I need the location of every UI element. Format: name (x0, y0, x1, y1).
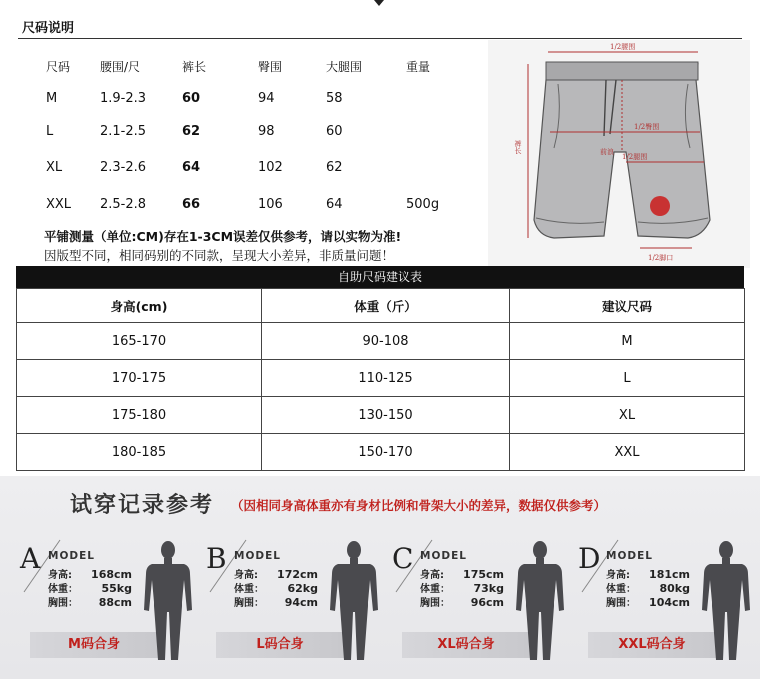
waist-label: 1/2腰围 (610, 43, 636, 51)
style-note: 因版型不同，相同码别的不同款，呈现大小差异，非质量问题！ (44, 248, 395, 263)
size-cell: 500g (406, 197, 440, 212)
table-cell: 180-185 (17, 434, 262, 471)
table-cell: 90-108 (262, 323, 510, 360)
down-arrow-icon (374, 0, 384, 6)
size-row (46, 160, 446, 176)
table-cell: 150-170 (262, 434, 510, 471)
chest-value: 94cm (284, 596, 318, 609)
size-cell: 94 (258, 91, 275, 106)
tryon-subtitle: （因相同身高体重亦有身材比例和骨架大小的差异，数据仅供参考） (231, 498, 607, 513)
model-letter: C (392, 542, 414, 575)
logo-print (650, 196, 670, 216)
chest-label: 胸围： (420, 598, 450, 609)
size-row (46, 124, 446, 140)
length-label: 裤长 (514, 140, 522, 154)
weight-stat (234, 580, 318, 595)
person-silhouette-icon (698, 540, 754, 662)
weight-value: 55kg (101, 582, 132, 595)
table-header-row (17, 289, 745, 323)
chest-label: 胸围： (606, 598, 636, 609)
chest-stat (420, 594, 504, 609)
chest-label: 胸围： (234, 598, 264, 609)
header-cell: 尺码 (46, 60, 71, 74)
height-label: 身高: (606, 570, 630, 581)
table-cell: M (510, 323, 745, 360)
height-stat (606, 566, 690, 581)
size-cell: 2.3-2.6 (100, 160, 147, 175)
hip-label: 1/2臀围 (634, 123, 660, 131)
header-cell: 体重（斤） (262, 289, 510, 323)
size-cell: 98 (258, 124, 275, 139)
size-cell: 2.5-2.8 (100, 197, 147, 212)
size-cell: 2.1-2.5 (100, 124, 147, 139)
size-cell: 1.9-2.3 (100, 91, 147, 106)
person-silhouette-icon (140, 540, 196, 662)
weight-label: 体重： (48, 584, 78, 595)
chest-value: 88cm (98, 596, 132, 609)
size-cell: 62 (326, 160, 343, 175)
chest-value: 104cm (649, 596, 690, 609)
size-cell: 66 (182, 197, 201, 212)
height-label: 身高: (234, 570, 258, 581)
model-card-c (390, 538, 578, 662)
table-cell: 130-150 (262, 397, 510, 434)
size-chart-header (46, 58, 446, 74)
model-card-d (576, 538, 760, 662)
table-row (17, 434, 745, 471)
size-cell: XXL (46, 197, 72, 212)
model-letter: D (578, 542, 601, 575)
header-cell: 腰围/尺 (100, 60, 141, 74)
weight-stat (48, 580, 132, 595)
size-cell: 60 (326, 124, 343, 139)
chest-stat (234, 594, 318, 609)
size-cell: 106 (258, 197, 283, 212)
height-value: 168cm (91, 568, 132, 581)
fit-badge: XXL码合身 (588, 632, 716, 658)
thigh-label: 1/2腿围 (622, 153, 648, 161)
header-cell: 重量 (406, 60, 431, 74)
waistband (546, 62, 698, 80)
tryon-title: 试穿记录参考 (70, 493, 215, 518)
model-word: MODEL (234, 550, 281, 562)
fit-badge: XL码合身 (402, 632, 530, 658)
table-cell: 165-170 (17, 323, 262, 360)
height-label: 身高: (48, 570, 72, 581)
table-cell: L (510, 360, 745, 397)
section-title: 尺码说明 (22, 21, 75, 36)
table-cell: 110-125 (262, 360, 510, 397)
table-cell: 170-175 (17, 360, 262, 397)
measurement-note: 平铺测量（单位:CM)存在1-3CM误差仅供参考，请以实物为准! (44, 229, 402, 244)
size-cell: M (46, 91, 58, 106)
model-word: MODEL (606, 550, 653, 562)
size-cell: 102 (258, 160, 283, 175)
weight-label: 体重： (234, 584, 264, 595)
height-value: 181cm (649, 568, 690, 581)
chest-stat (606, 594, 690, 609)
table-row (17, 323, 745, 360)
chest-value: 96cm (470, 596, 504, 609)
header-cell: 大腿围 (326, 60, 363, 74)
weight-value: 62kg (287, 582, 318, 595)
height-value: 172cm (277, 568, 318, 581)
height-value: 175cm (463, 568, 504, 581)
table-cell: 175-180 (17, 397, 262, 434)
header-cell: 臀围 (258, 60, 283, 74)
header-cell: 建议尺码 (510, 289, 745, 323)
size-cell: 62 (182, 124, 201, 139)
size-row (46, 91, 446, 107)
height-label: 身高: (420, 570, 444, 581)
fit-badge: L码合身 (216, 632, 344, 658)
height-stat (48, 566, 132, 581)
header-cell: 身高(cm) (17, 289, 262, 323)
size-cell: XL (46, 160, 63, 175)
model-card-b (204, 538, 392, 662)
model-letter: B (206, 542, 227, 575)
table-row (17, 397, 745, 434)
recommendation-grid (16, 288, 745, 471)
chest-label: 胸围： (48, 598, 78, 609)
divider (18, 38, 742, 39)
table-row (17, 360, 745, 397)
hem-label: 1/2脚口 (648, 254, 674, 262)
size-row (46, 197, 446, 213)
model-card-a (18, 538, 206, 662)
table-cell: XXL (510, 434, 745, 471)
size-cell: 60 (182, 91, 201, 106)
weight-value: 73kg (473, 582, 504, 595)
model-word: MODEL (420, 550, 467, 562)
size-recommendation-table (16, 266, 744, 471)
size-cell: L (46, 124, 54, 139)
fit-badge: M码合身 (30, 632, 158, 658)
height-stat (420, 566, 504, 581)
shorts-measurement-diagram (488, 40, 750, 268)
rise-label: 前浪 (600, 148, 614, 156)
table-cell: XL (510, 397, 745, 434)
size-cell: 64 (182, 160, 201, 175)
person-silhouette-icon (326, 540, 382, 662)
recommendation-title: 自助尺码建议表 (16, 266, 744, 288)
chest-stat (48, 594, 132, 609)
height-stat (234, 566, 318, 581)
tryon-reference-section (0, 476, 760, 679)
size-cell: 58 (326, 91, 343, 106)
weight-value: 80kg (659, 582, 690, 595)
weight-stat (420, 580, 504, 595)
weight-stat (606, 580, 690, 595)
weight-label: 体重： (420, 584, 450, 595)
size-cell: 64 (326, 197, 343, 212)
weight-label: 体重： (606, 584, 636, 595)
person-silhouette-icon (512, 540, 568, 662)
model-word: MODEL (48, 550, 95, 562)
model-letter: A (20, 542, 41, 575)
header-cell: 裤长 (182, 60, 207, 74)
